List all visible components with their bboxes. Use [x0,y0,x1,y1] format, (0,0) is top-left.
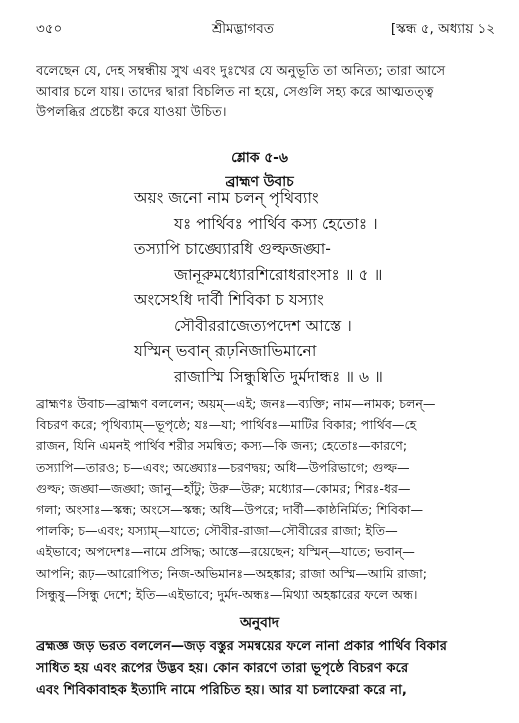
synonym-line: তস্যাপি—তারও; চ—এবং; অঙ্ঘ্যোঃ—চরণদ্বয়; অধি—উপরিভাগে; গুল্ফ— [36,459,410,475]
sanskrit-verse [36,186,499,390]
synonym-line: বিচরণ করে; পৃথিব্যাম্—ভূপৃষ্ঠে; যঃ—যা; পার্থিবঃ—মাটির বিকার; পার্থিব—হে [36,417,417,433]
translation-line: সাধিত হয় এবং রূপের উদ্ভব হয়। কোন কারণে তারা ভূপৃষ্ঠে বিচরণ করে [36,661,409,676]
book-title: শ্রীমদ্ভাগবত [212,21,274,37]
text-line: বলেছেন যে, দেহ সম্বন্ধীয় সুখ এবং দুঃখের যে অনুভূতি তা অনিত্য; তারা আসে [36,64,446,79]
verse-line: তস্যাপি চাঙ্ঘ্যোরধি গুল্ফজঙ্ঘা- [134,240,331,258]
translation-text [36,636,495,702]
purport-continuation [36,62,493,124]
word-for-word-synonyms [36,393,495,605]
page-header [36,18,495,40]
synonym-line: সিন্ধুষু—সিন্ধু দেশে; ইতি—এইভাবে; দুর্মদ-অন্ধঃ—মিথ্যা অহঙ্কারের ফলে অন্ধ। [36,586,418,602]
verse-line: সৌবীররাজেত্যপদেশ আস্তে । [174,316,352,335]
synonym-line: পালকি; চ—এবং; যস্যাম্—যাতে; সৌবীর-রাজা—সৌবীরের রাজা; ইতি— [36,523,398,539]
synonym-line: ব্রাহ্মণঃ উবাচ—ব্রাহ্মণ বললেন; অয়ম্—এই; জনঃ—ব্যক্তি; নাম—নামক; চলন্— [36,396,436,411]
synonym-line: এইভাবে; অপদেশঃ—নামে প্রসিদ্ধ; আস্তে—রয়েছেন; যস্মিন্—যাতে; ভবান্— [36,544,415,560]
verse-line: অংসেঽধি দার্বী শিবিকা চ যস্যাং [134,291,324,309]
verse-speaker: ব্রাহ্মণ উবাচ [225,174,294,190]
page-number: ৩৫০ [36,21,63,37]
verse-line: রাজাস্মি সিন্ধুষ্বিতি দুর্মদান্ধঃ ॥ ৬ ॥ [174,367,383,386]
synonym-line: রাজন, যিনি এমনই পার্থিব শরীর সমন্বিত; কস্য—কি জন্য; হেতোঃ—কারণে; [36,438,408,454]
verse-heading: শ্লোক ৫-৬ [231,150,288,166]
verse-line: জানূরুমধ্যোরশিরোধরাংসাঃ ॥ ৫ ॥ [174,265,383,284]
text-line: আবার চলে যায়। তাদের দ্বারা বিচলিত না হয়ে, সেগুলি সহ্য করে আত্মতত্ত্ব [36,84,434,100]
chapter-reference: [স্কন্ধ ৫, অধ্যায় ১২ [390,21,495,37]
translation-line: এবং শিবিকাবাহক ইত্যাদি নামে পরিচিত হয়। আর যা চলাফেরা করে না, [36,683,407,698]
synonym-line: গুল্ফ; জঙ্ঘা—জঙ্ঘা; জানু—হাঁটু; উরু—উরু; মধ্যোর—কোমর; শিরঃ-ধর— [36,480,411,496]
verse-line: যঃ পার্থিবঃ পার্থিব কস্য হেতোঃ । [174,214,378,233]
verse-line: অয়ং জনো নাম চলন্ পৃথিব্যাং [134,189,319,207]
text-line: উপলব্ধির প্রচেষ্টা করে যাওয়া উচিত। [36,105,227,120]
verse-line: যস্মিন্ ভবান্ রূঢ়নিজাভিমানো [134,342,317,360]
synonym-line: আপনি; রূঢ়—আরোপিত; নিজ-অভিমানঃ—অহঙ্কার; রাজা অস্মি—আমি রাজা; [36,565,427,581]
translation-heading: অনুবাদ [239,615,280,631]
synonym-line: গলা; অংসাঃ—স্কন্ধ; অংসে—স্কন্ধ; অধি—উপরে; দার্বী—কাষ্ঠনির্মিত; শিবিকা— [36,501,424,517]
translation-line: ব্রহ্মজ্ঞ জড় ভরত বললেন—জড় বস্তুর সমন্বয়ের ফলে নানা প্রকার পার্থিব বিকার [36,639,447,654]
